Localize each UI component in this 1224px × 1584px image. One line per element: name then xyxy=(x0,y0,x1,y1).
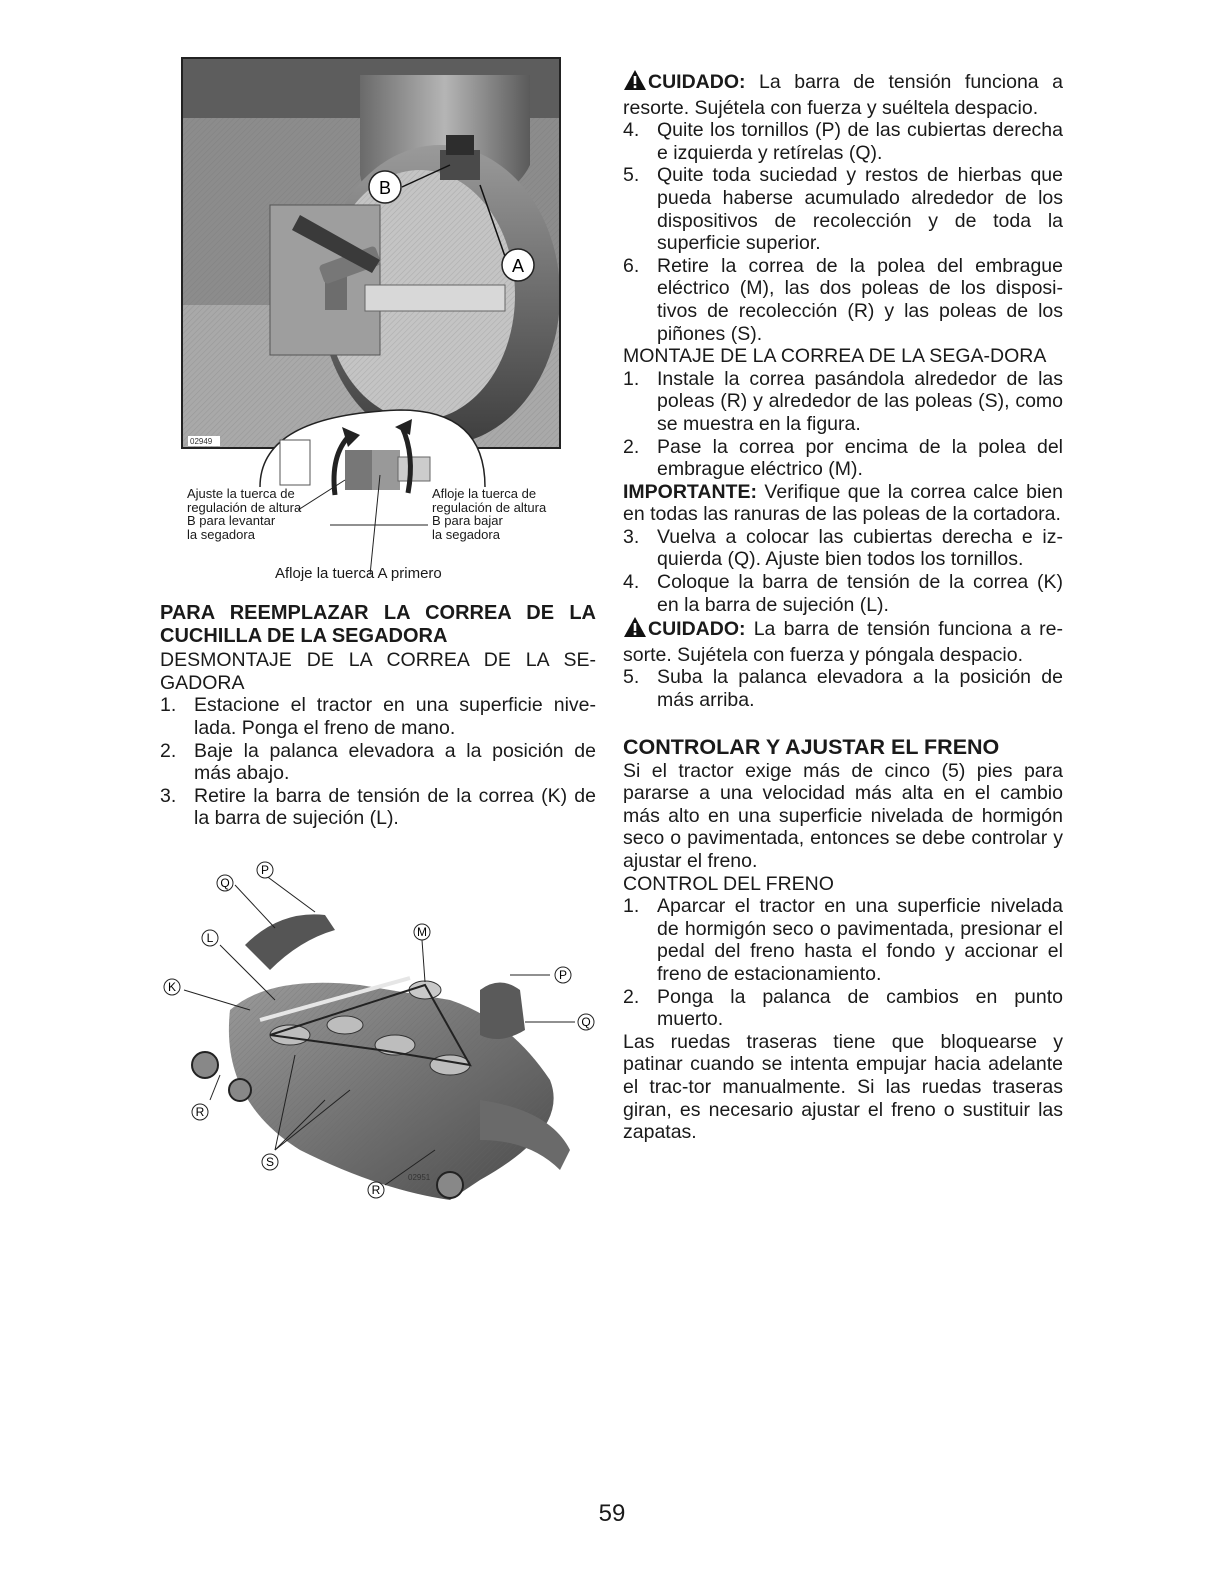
callout-b xyxy=(369,171,401,203)
left-column xyxy=(160,602,596,830)
right-column xyxy=(623,69,1063,1144)
subheading-belt-mounting: MONTAJE DE LA CORREA DE LA SEGA-DORA xyxy=(623,345,1047,368)
brake-intro: Si el tractor exige más de cinco (5) pies para pararse a una velocidad más alta en el cambio más alto en una superficie nivelada de hormigón seco o pavimentada, entonces se debe controlar y ajustar el freno. xyxy=(623,759,1063,872)
label-s xyxy=(262,1154,278,1170)
svg-text:L: L xyxy=(206,931,214,945)
svg-text:Q: Q xyxy=(220,876,230,890)
list-item: 5. Suba la palanca elevadora a la posición de más arriba. xyxy=(623,666,1063,712)
caution-note-2: CUIDADO: La barra de tensión funciona a re-sorte. Sujétela con fuerza y póngala despacio. xyxy=(623,618,1063,666)
list-item: 4. Coloque la barra de tensión de la correa (K) en la barra de sujeción (L). xyxy=(623,571,1063,616)
svg-text:M: M xyxy=(417,925,427,939)
figure-code: 02951 xyxy=(408,1173,431,1182)
caution-note-1: CUIDADO: La barra de tensión funciona a resorte. Sujétela con fuerza y suéltela despacio. xyxy=(623,71,1063,119)
height-adjustment-figure xyxy=(150,55,580,585)
subheading-belt-removal: DESMONTAJE DE LA CORREA DE LA SE-GADORA xyxy=(160,649,596,694)
svg-text:K: K xyxy=(167,980,177,994)
page-number: 59 xyxy=(598,1500,626,1527)
label-r-left xyxy=(192,1104,208,1120)
list-item: 6. Retire la correa de la polea del embrague eléctrico (M), las dos poleas de los disposi-tivos de recolección (R) y las poleas de los piñones (S). xyxy=(623,254,1063,345)
photo-code: 02949 xyxy=(190,437,213,446)
svg-text:R: R xyxy=(371,1183,381,1197)
callout-a xyxy=(502,249,534,281)
caption-lower: Afloje la tuerca de regulación de altura B para bajar la segadora xyxy=(432,486,547,542)
warning-icon xyxy=(623,616,647,644)
svg-text:P: P xyxy=(260,863,270,877)
label-r-bottom xyxy=(368,1182,384,1198)
list-item: 5. Quite toda suciedad y restos de hierbas que pueda haberse acumulado alrededor de los dispositivos de recolección y de toda la superficie superior. xyxy=(623,164,1063,255)
label-k xyxy=(164,979,180,995)
mower-deck-figure xyxy=(150,850,600,1215)
list-item: 2. Baje la palanca elevadora a la posición de más abajo. xyxy=(160,739,596,785)
label-p-top xyxy=(257,862,273,878)
list-item: 2. Pase la correa por encima de la polea del embrague eléctrico (M). xyxy=(623,435,1063,481)
svg-text:A: A xyxy=(511,256,525,276)
svg-text:P: P xyxy=(558,968,568,982)
caption-raise: Ajuste la tuerca de regulación de altura B para levantar la segadora xyxy=(187,486,302,542)
caption-loosen-a: Afloje la tuerca A primero xyxy=(275,565,442,582)
label-q-top xyxy=(217,875,233,891)
list-item: 4. Quite los tornillos (P) de las cubiertas derecha e izquierda y retírelas (Q). xyxy=(623,119,1063,164)
section-heading-replace-belt: PARA REEMPLAZAR LA CORREA DE LA CUCHILLA DE LA SEGADORA xyxy=(160,602,596,647)
list-item: 1. Estacione el tractor en una superficie nive-lada. Ponga el freno de mano. xyxy=(160,694,596,739)
mower-deck-illustration xyxy=(150,850,600,1215)
important-note: IMPORTANTE: Verifique que la correa calce bien en todas las ranuras de las poleas de la cortadora. xyxy=(623,480,1063,526)
brake-outro: Las ruedas traseras tiene que bloquearse y patinar cuando se intenta empujar hacia adelante el trac-tor manualmente. Si las ruedas traseras giran, es necesario ajustar el freno o sustituir las zapatas. xyxy=(623,1030,1063,1144)
list-item: 3. Vuelva a colocar las cubiertas derecha e iz-quierda (Q). Ajuste bien todos los tornillos. xyxy=(623,525,1063,571)
svg-text:Q: Q xyxy=(581,1015,591,1029)
svg-text:R: R xyxy=(195,1105,205,1119)
subheading-brake-control: CONTROL DEL FRENO xyxy=(623,872,834,895)
list-item: 1. Instale la correa pasándola alrededor de las poleas (R) y alrededor de las poleas (S), como se muestra en la figura. xyxy=(623,367,1063,435)
svg-text:S: S xyxy=(265,1155,275,1169)
list-item: 3. Retire la barra de tensión de la correa (K) de la barra de sujeción (L). xyxy=(160,784,596,830)
warning-icon xyxy=(623,69,647,97)
list-item: 1. Aparcar el tractor en una superficie nivelada de hormigón seco o pavimentada, presionar el pedal del freno hasta el fondo y accionar el freno de estacionamiento. xyxy=(623,895,1063,985)
svg-text:B: B xyxy=(378,178,392,198)
label-m xyxy=(414,924,430,940)
section-heading-brake: CONTROLAR Y AJUSTAR EL FRENO xyxy=(623,734,1000,759)
label-p-right xyxy=(555,967,571,983)
label-q-right xyxy=(578,1014,594,1030)
label-l xyxy=(202,930,218,946)
list-item: 2. Ponga la palanca de cambios en punto muerto. xyxy=(623,985,1063,1031)
